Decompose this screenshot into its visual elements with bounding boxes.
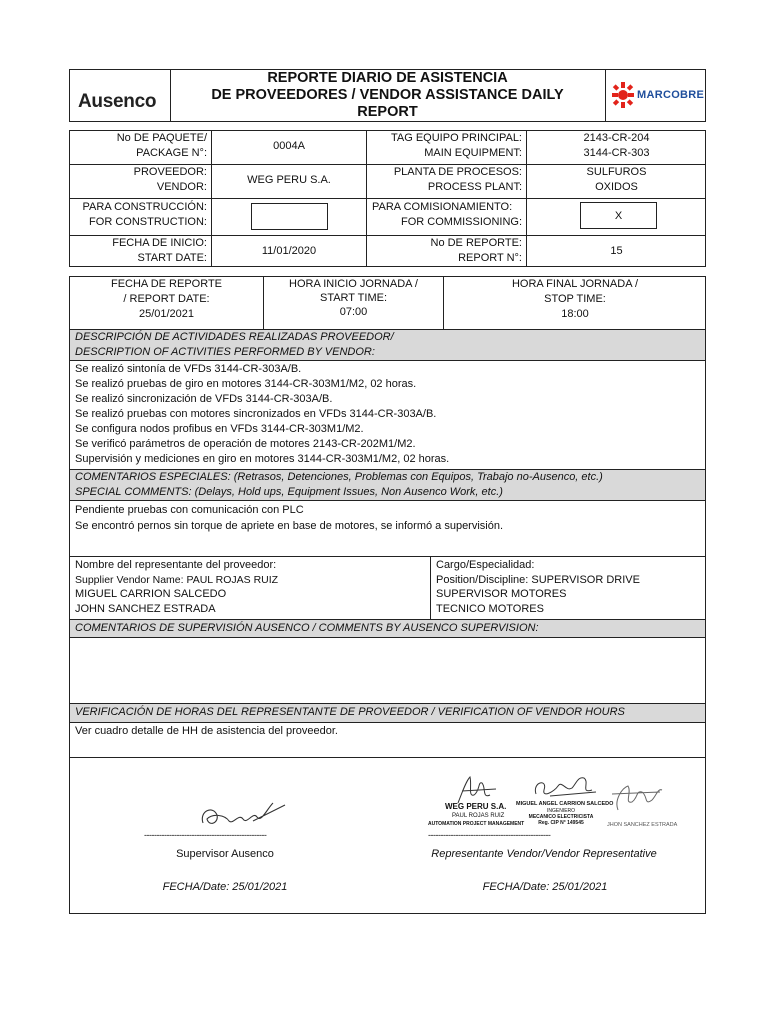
report-title-line-3: REPORT: [357, 104, 418, 120]
special-header-line-1: COMENTARIOS ESPECIALES: (Retrasos, Detenciones, Problemas con Equipos, Trabajo no-Ausenco, etc.): [75, 471, 603, 483]
representative-name-3: JOHN SANCHEZ ESTRADA: [75, 603, 216, 615]
stamp-1-name: PAUL ROJAS RUIZ: [452, 813, 505, 819]
vendor-date: FECHA/Date: 25/01/2021: [482, 881, 608, 893]
special-comment-line: Pendiente pruebas con comunicación con PLC: [75, 504, 304, 516]
construction-checkbox[interactable]: [251, 203, 328, 230]
vendor-label-2: VENDOR:: [156, 181, 207, 193]
tag-label-2: MAIN EQUIPMENT:: [424, 147, 522, 159]
supplier-vendor-name: Supplier Vendor Name: PAUL ROJAS RUIZ: [75, 574, 279, 586]
vendor-signature-line: -------------------------------------------------: [428, 830, 551, 840]
verification-header-text: VERIFICACIÓN DE HORAS DEL REPRESENTANTE DE PROVEEDOR / VERIFICATION OF VENDOR HOURS: [75, 706, 625, 718]
stop-time-value: 18:00: [561, 308, 589, 320]
tag-value-2: 3144-CR-303: [583, 147, 650, 159]
vendor-label-1: PROVEEDOR:: [133, 166, 207, 178]
report-no-label-1: No DE REPORTE:: [430, 237, 522, 249]
start-date-label-2: START DATE:: [137, 252, 207, 264]
report-date-label-2: / REPORT DATE:: [123, 293, 210, 305]
position-label: Cargo/Especialidad:: [436, 559, 535, 571]
plant-value-1: SULFUROS: [586, 166, 647, 178]
verification-line: Ver cuadro detalle de HH de asistencia del proveedor.: [75, 725, 338, 737]
supervisor-label: Supervisor Ausenco: [176, 848, 274, 860]
supervisor-date: FECHA/Date: 25/01/2021: [162, 881, 288, 893]
package-label-2: PACKAGE N°:: [136, 147, 207, 159]
activities-header-line-2: DESCRIPTION OF ACTIVITIES PERFORMED BY VENDOR:: [75, 346, 375, 358]
commissioning-checkbox[interactable]: [580, 202, 657, 229]
representative-name-2: MIGUEL CARRION SALCEDO: [75, 588, 227, 600]
report-no-value: 15: [610, 245, 623, 257]
marcobre-logo: [612, 82, 705, 110]
supervision-header-text: COMENTARIOS DE SUPERVISIÓN AUSENCO / COMMENTS BY AUSENCO SUPERVISION:: [75, 622, 539, 634]
package-value: 0004A: [273, 140, 305, 152]
stamp-2-name: MIGUEL ANGEL CARRION SALCEDO: [516, 801, 614, 807]
plant-value-2: OXIDOS: [595, 181, 638, 193]
plant-label-1: PLANTA DE PROCESOS:: [393, 166, 522, 178]
start-date-value: 11/01/2020: [261, 245, 317, 257]
stop-time-label-1: HORA FINAL JORNADA /: [511, 278, 639, 290]
construction-label-1: PARA CONSTRUCCIÓN:: [82, 201, 207, 213]
verification-bottom-line: [69, 757, 706, 758]
activity-line: Se realizó sintonía de VFDs 3144-CR-303A/B.: [75, 363, 302, 375]
commissioning-mark: X: [614, 210, 623, 222]
special-header-line-2: SPECIAL COMMENTS: (Delays, Hold ups, Equipment Issues, Non Ausenco Work, etc.): [75, 486, 503, 498]
start-time-label-1: HORA INICIO JORNADA /: [289, 278, 418, 290]
stamp-1-title: WEG PERU S.A.: [445, 802, 507, 811]
plant-label-2: PROCESS PLANT:: [427, 181, 522, 193]
representative-top-line: [69, 556, 706, 557]
activity-line: Se verificó parámetros de operación de motores 2143-CR-202M1/M2.: [75, 438, 416, 450]
activity-line: Se realizó pruebas de giro en motores 3144-CR-303M1/M2, 02 horas.: [75, 378, 417, 390]
stamp-2-role-1: INGENIERO: [546, 808, 576, 814]
position-line: Position/Discipline: SUPERVISOR DRIVE: [436, 574, 640, 586]
package-label-1: No DE PAQUETE/: [116, 132, 207, 144]
marcobre-wordmark: MARCOBRE: [637, 89, 705, 101]
start-time-value: 07:00: [339, 306, 368, 318]
representative-name-label: Nombre del representante del proveedor:: [75, 559, 277, 571]
construction-label-2: FOR CONSTRUCTION:: [89, 216, 207, 228]
report-date-value: 25/01/2021: [138, 308, 195, 320]
info-row-divider-2: [69, 198, 706, 199]
position-3: TECNICO MOTORES: [436, 603, 544, 615]
vendor-signature-2: [530, 772, 600, 802]
activity-line: Se realizó sincronización de VFDs 3144-CR-303A/B.: [75, 393, 333, 405]
commissioning-label-1: PARA COMISIONAMIENTO:: [372, 201, 513, 213]
report-no-label-2: REPORT N°:: [458, 252, 522, 264]
supervisor-signature-line: -------------------------------------------------: [144, 830, 267, 840]
vendor-signature-3: [608, 780, 670, 818]
report-title-line-1: REPORTE DIARIO DE ASISTENCIA: [267, 70, 508, 86]
header-divider-right: [605, 69, 606, 122]
stamp-2-reg: Reg. CIP N° 149545: [538, 820, 584, 826]
special-comment-line: Se encontró pernos sin torque de apriete en base de motores, se informó a supervisión.: [75, 520, 504, 532]
position-2: SUPERVISOR MOTORES: [436, 588, 567, 600]
stamp-2-role-2: MECANICO ELECTRICISTA: [528, 814, 594, 820]
commissioning-label-2: FOR COMMISSIONING:: [401, 216, 522, 228]
tag-value-1: 2143-CR-204: [583, 132, 650, 144]
ausenco-logo: Ausenco: [78, 91, 157, 112]
report-date-label-1: FECHA DE REPORTE: [110, 278, 223, 290]
vendor-label: Representante Vendor/Vendor Representative: [431, 848, 657, 860]
vendor-value: WEG PERU S.A.: [247, 174, 331, 186]
marcobre-emblem-icon: [612, 82, 634, 108]
activity-line: Se realizó pruebas con motores sincronizados en VFDs 3144-CR-303A/B.: [75, 408, 437, 420]
activity-line: Supervisión y mediciones en giro en motores 3144-CR-303M1/M2, 02 horas.: [75, 453, 450, 465]
stop-time-label-2: STOP TIME:: [544, 293, 606, 305]
activity-line: Se configura nodos profibus en VFDs 3144-CR-303M1/M2.: [75, 423, 364, 435]
start-time-label-2: START TIME:: [319, 292, 388, 304]
stamp-3-name: JHON SANCHEZ ESTRADA: [607, 822, 678, 828]
start-date-label-1: FECHA DE INICIO:: [112, 237, 207, 249]
report-title-line-2: DE PROVEEDORES / VENDOR ASSISTANCE DAILY: [211, 87, 564, 103]
activities-header-line-1: DESCRIPCIÓN DE ACTIVIDADES REALIZADAS PROVEEDOR/: [75, 331, 394, 343]
stamp-1-role: AUTOMATION PROJECT MANAGEMENT: [428, 821, 525, 827]
tag-label-1: TAG EQUIPO PRINCIPAL:: [390, 132, 522, 144]
representative-divider: [430, 556, 431, 619]
